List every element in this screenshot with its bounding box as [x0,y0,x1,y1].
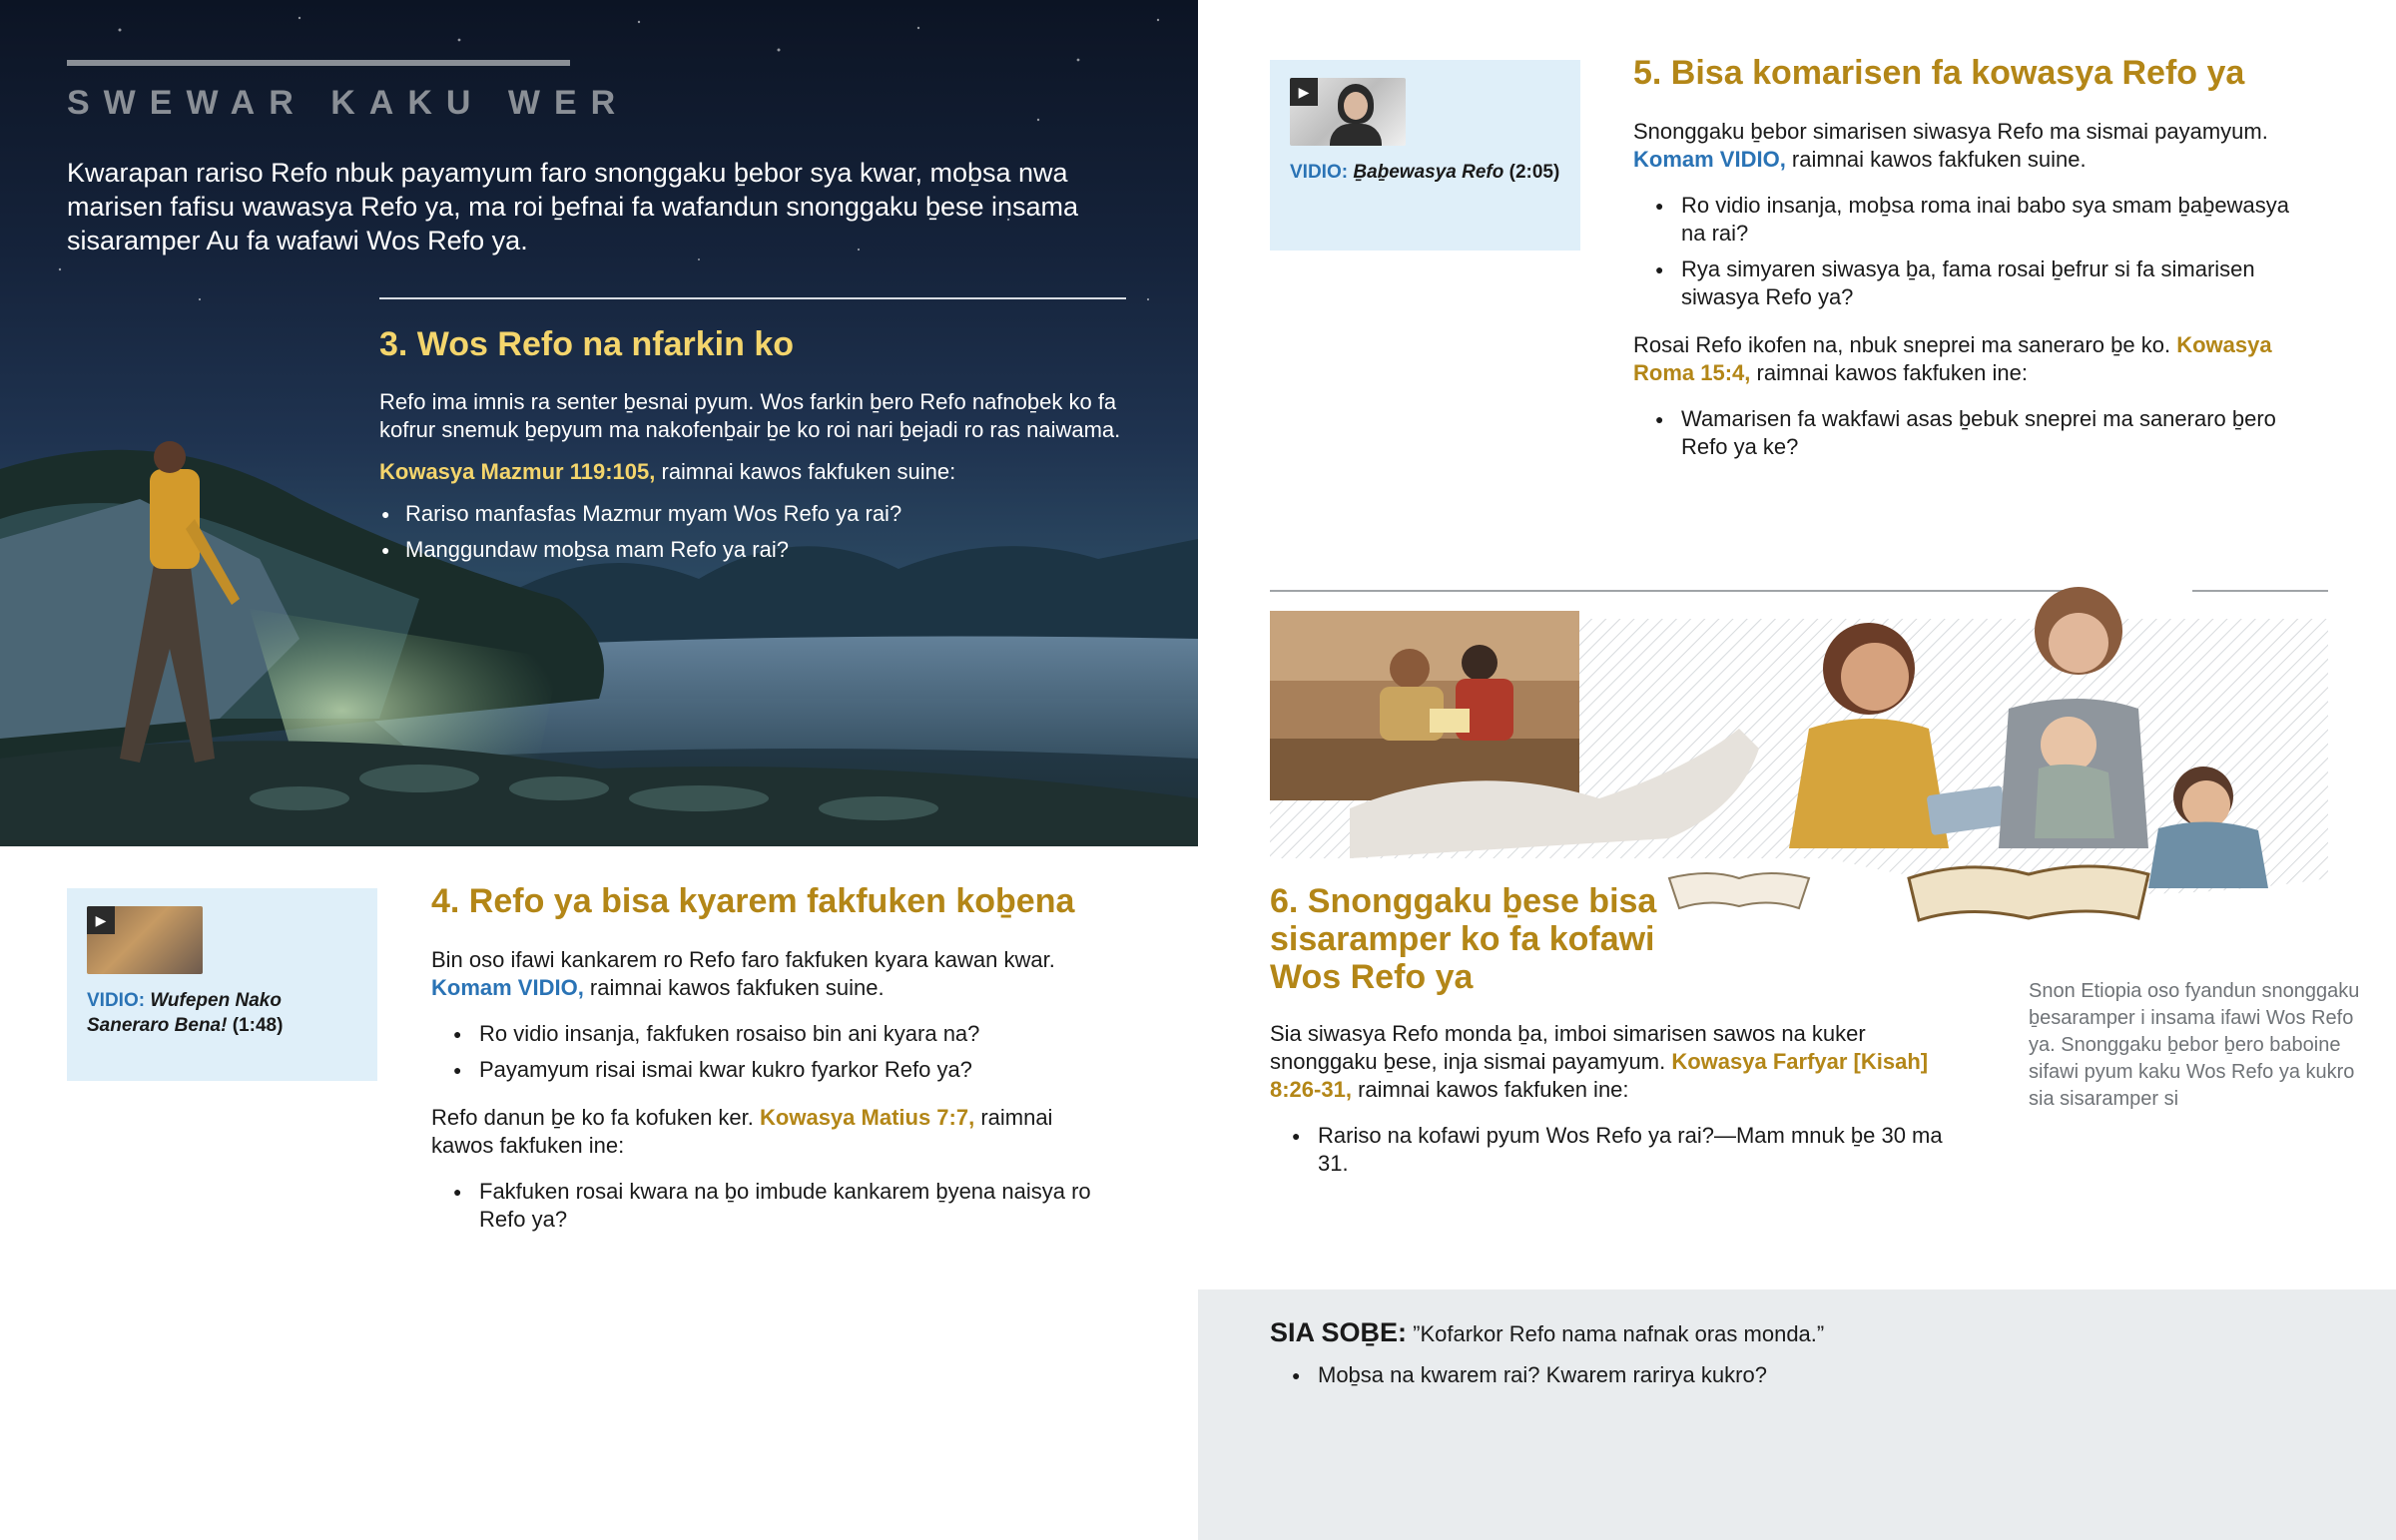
video-caption [1290,160,1574,185]
section4-p1-tail: raimnai kawos fakfuken suine. [583,975,885,1000]
section3-instruction-tail: raimnai kawos fakfuken suine: [655,459,956,484]
section6-title: 6. Snonggaku ḇese bisa sisaramper ko fa kofawi Wos Refo ya [1270,882,1657,996]
question-item: ● Ro vidio insanja, moḇsa roma inai babo sya smam ḇaḇewasya na rai? [1633,192,2312,248]
video-caption [87,988,366,1038]
section5-p2-tail: raimnai kawos fakfuken ine: [1750,360,2028,385]
question-item: ● Rariso na kofawi pyum Wos Refo ya rai?—Mam mnuk ḇe 30 ma 31. [1270,1122,1959,1178]
section5-paragraph-2 [1633,331,2312,387]
watch-video-link[interactable]: Komam VIDIO, [1633,147,1786,172]
illustration-caption: Snon Etiopia oso fyandun snonggaku ḇesaramper i insama ifawi Wos Refo ya. Snonggaku ḇebor ḇero baboine sifawi pyum kaku Wos Refo ya kukro sia sisaramper si [2029,980,2360,1110]
watch-video-link[interactable]: Komam VIDIO, [431,975,584,1000]
presenter-face [1344,92,1368,120]
section-4 [431,882,1110,1254]
section4-paragraph-1 [431,946,1110,1002]
section6-p1-tail: raimnai kawos fakfuken ine: [1351,1077,1629,1102]
question-item: ● Moḇsa na kwarem rai? Kwarem rarirya kukro? [1270,1361,1767,1389]
section5-p1-tail: raimnai kawos fakfuken suine. [1785,147,2087,172]
section3-body: Refo ima imnis ra senter ḇesnai pyum. Wos farkin ḇero Refo nafnoḇek ko fa kofrur snemuk ḇepyum ma nakofenḇair ḇe ko roi nari ḇejadi ro ras naiwama. [379,389,1121,442]
summary-questions [1270,1361,1767,1389]
video-thumbnail[interactable] [87,906,203,974]
section5-questions-1 [1633,192,2312,311]
section4-p1-text: Bin oso ifawi kankarem ro Refo faro fakfuken kyara kawan kwar. [431,947,1055,972]
summary-box [1198,1289,2396,1540]
intro-top-rule [67,60,570,66]
section-5 [1633,54,2312,481]
section5-p2-text: Rosai Refo ikofen na, nbuk sneprei ma saneraro ḇe ko. [1633,332,2171,357]
section3-questions [379,500,1138,564]
question-item: ● Payamyum risai ismai kwar kukro fyarkor Refo ya? [431,1056,1110,1084]
section5-scripture-ref[interactable]: Kowasya Roma 15:4, [1633,332,2272,385]
section3-divider [379,297,1126,299]
summary-quote-text: ”Kofarkor Refo nama nafnak oras monda.” [1407,1321,1825,1346]
section5-questions-2 [1633,405,2312,461]
section5-p1-text: Snonggaku ḇebor simarisen siwasya Refo ma sismai payamyum. [1633,119,2268,144]
intro-text: Kwarapan rariso Refo nbuk payamyum faro snonggaku ḇebor sya kwar, moḇsa nwa marisen fafisu wawasya Refo ya, ma roi ḇefnai fa wafandun snonggaku ḇese insama sisaramper Au fa wafawi Wos Refo ya. [67,158,1079,256]
video-title[interactable]: Ḇaḇewasya Refo [1353,162,1504,183]
section4-questions-2 [431,1178,1110,1234]
section4-p2-text: Refo danun ḇe ko fa kofuken ker. [431,1105,754,1130]
video-duration: (1:48) [232,1015,284,1036]
video-label: VIDIO: [87,990,146,1011]
question-item: ● Manggundaw moḇsa mam Refo ya rai? [379,536,1138,564]
night-scene-panel [0,0,1198,846]
video-duration: (2:05) [1508,162,1560,183]
question-item: ● Rya simyaren siwasya ḇa, fama rosai ḇefrur si fa simarisen siwasya Refo ya? [1633,256,2312,311]
video-title[interactable]: Wufepen Nako Saneraro Bena! [87,990,282,1036]
video-label: VIDIO: [1290,162,1349,183]
section3-title: 3. Wos Refo na nfarkin ko [379,325,795,363]
play-icon[interactable]: ▶ [87,906,115,934]
section4-p2-tail: raimnai kawos fakfuken ine: [431,1105,1053,1158]
section4-paragraph-2 [431,1104,1110,1160]
summary-label: SIA SOḆE: [1270,1317,1408,1347]
question-item: ● Rariso manfasfas Mazmur myam Wos Refo ya rai? [379,500,1138,528]
section-3 [379,325,1138,572]
question-item: ● Wamarisen fa wakfawi asas ḇebuk sneprei ma saneraro ḇero Refo ya ke? [1633,405,2312,461]
section6-p1-text: Sia siwasya Refo monda ḇa, imboi simarisen sawos na kuker snonggaku ḇese, inja sismai payamyum. [1270,1021,1866,1074]
section6-paragraph [1270,1020,1959,1104]
presenter-shoulders [1330,124,1382,146]
intro-label: SWEWAR KAKU WER [67,84,630,122]
video-box-5[interactable] [1270,60,1580,251]
section5-title: 5. Bisa komarisen fa kowasya Refo ya [1633,54,2245,92]
question-item: ● Ro vidio insanja, fakfuken rosaiso bin ani kyara na? [431,1020,1110,1048]
question-item: ● Fakfuken rosai kwara na ḇo imbude kankarem ḇyena naisya ro Refo ya? [431,1178,1110,1234]
section6-questions [1270,1122,1959,1178]
section3-scripture-ref[interactable]: Kowasya Mazmur 119:105, [379,459,656,484]
summary-quote [1270,1317,1824,1349]
section3-instruction [379,458,1138,486]
play-icon[interactable]: ▶ [1290,78,1318,106]
video-thumbnail[interactable] [1290,78,1406,146]
section6-scripture-ref[interactable]: Kowasya Farfyar [Kisah] 8:26-31, [1270,1049,1929,1102]
section5-paragraph-1 [1633,118,2312,174]
video-box-4[interactable] [67,888,377,1081]
section-6 [1270,882,1959,1198]
section4-scripture-ref[interactable]: Kowasya Matius 7:7, [760,1105,975,1130]
section4-title: 4. Refo ya bisa kyarem fakfuken koḇena [431,882,1075,920]
section4-questions-1 [431,1020,1110,1084]
